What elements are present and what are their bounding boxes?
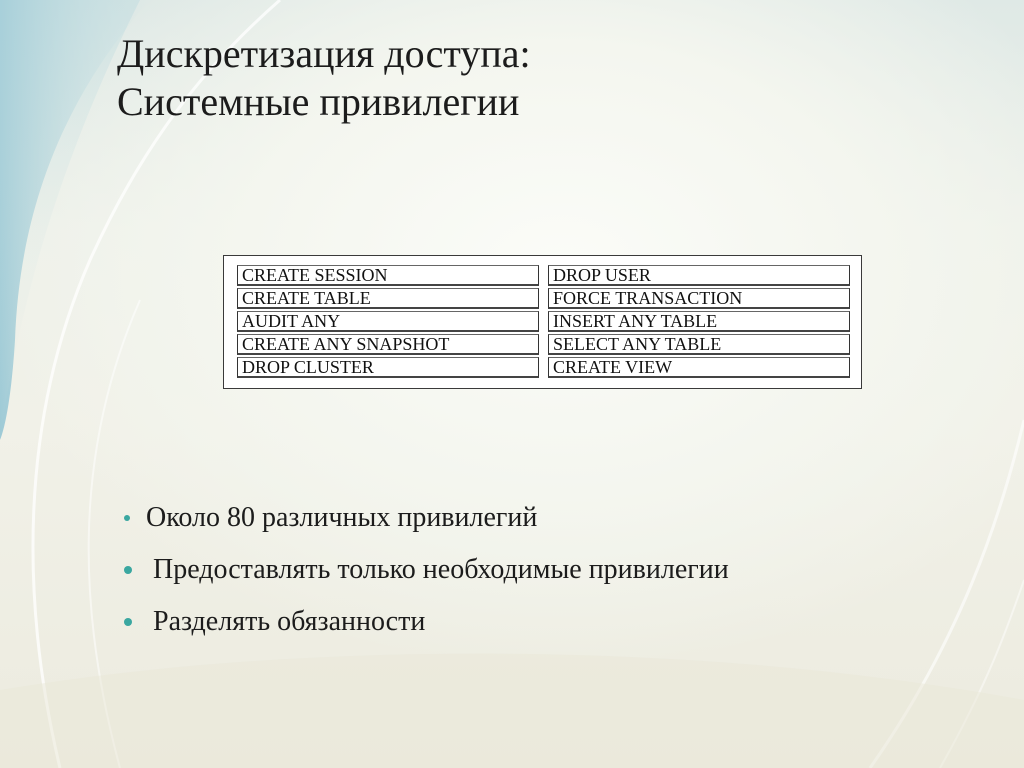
bullet-dot-icon xyxy=(124,618,132,626)
privilege-cell: DROP CLUSTER xyxy=(237,357,539,378)
privilege-cell: INSERT ANY TABLE xyxy=(548,311,850,332)
privilege-cell: AUDIT ANY xyxy=(237,311,539,332)
privileges-grid xyxy=(237,265,850,378)
bullet-text: Около 80 различных привилегий xyxy=(146,502,538,533)
bullet-dot-icon xyxy=(124,515,130,521)
privilege-cell: CREATE ANY SNAPSHOT xyxy=(237,334,539,355)
privilege-cell: CREATE VIEW xyxy=(548,357,850,378)
privilege-cell: CREATE TABLE xyxy=(237,288,539,309)
slide-title-line-1: Дискретизация доступа: xyxy=(117,31,531,76)
slide-title xyxy=(117,30,531,126)
bullet-text: Предоставлять только необходимые привилегии xyxy=(153,554,729,585)
privilege-cell: SELECT ANY TABLE xyxy=(548,334,850,355)
bullet-dot-icon xyxy=(124,566,132,574)
privilege-cell: FORCE TRANSACTION xyxy=(548,288,850,309)
privilege-cell: CREATE SESSION xyxy=(237,265,539,286)
privilege-cell: DROP USER xyxy=(548,265,850,286)
slide-title-line-2: Системные привилегии xyxy=(117,79,520,124)
privileges-table xyxy=(223,255,862,389)
bullet-text: Разделять обязанности xyxy=(153,606,426,637)
